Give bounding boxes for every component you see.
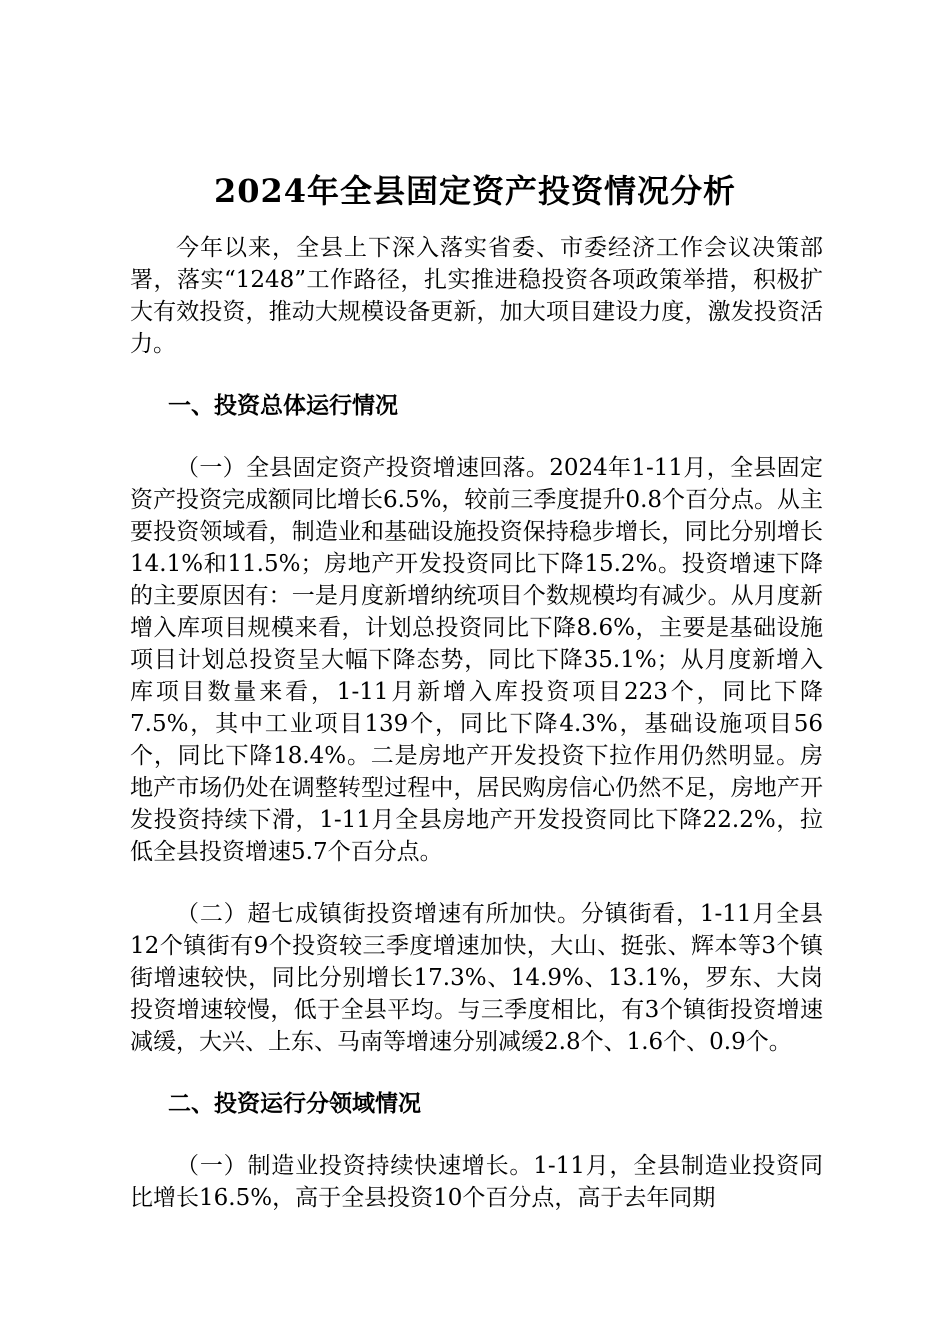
paragraph-town-growth: （二）超七成镇街投资增速有所加快。分镇街看，1-11月全县12个镇街有9个投资较三季度增速加快，大山、挺张、辉本等3个镇街增速较快，同比分别增长17.3%、14.9%、13.1%，罗东、大岗投资增速较慢，低于全县平均。与三季度相比，有3个镇街投资增速减缓，大兴、上东、马南等增速分别减缓2.8个、1.6个、0.9个。 <box>130 901 823 1055</box>
intro-paragraph: 今年以来，全县上下深入落实省委、市委经济工作会议决策部署，落实“1248”工作路径，扎实推进稳投资各项政策举措，积极扩大有效投资，推动大规模设备更新，加大项目建设力度，激发投资活力。 <box>130 235 823 357</box>
document-body <box>130 232 823 1244</box>
paragraph-investment-growth: （一）全县固定资产投资增速回落。2024年1-11月，全县固定资产投资完成额同比增长6.5%，较前三季度提升0.8个百分点。从主要投资领域看，制造业和基础设施投资保持稳步增长，同比分别增长14.1%和11.5%；房地产开发投资同比下降15.2%。投资增速下降的主要原因有：一是月度新增纳统项目个数规模均有减少。从月度新增入库项目规模来看，计划总投资同比下降8.6%，主要是基础设施项目计划总投资呈大幅下降态势，同比下降35.1%；从月度新增入库项目数量来看，1-11月新增入库投资项目223个，同比下降7.5%，其中工业项目139个，同比下降4.3%，基础设施项目56个，同比下降18.4%。二是房地产开发投资下拉作用仍然明显。房地产市场仍处在调整转型过程中，居民购房信心仍然不足，房地产开发投资持续下滑，1-11月全县房地产开发投资同比下降22.2%，拉低全县投资增速5.7个百分点。 <box>130 455 824 865</box>
document-title: 2024年全县固定资产投资情况分析 <box>213 172 737 210</box>
section-heading-overall: 一、投资总体运行情况 <box>168 392 398 419</box>
section-heading-sectors: 二、投资运行分领域情况 <box>168 1090 421 1117</box>
paragraph-manufacturing: （一）制造业投资持续快速增长。1-11月，全县制造业投资同比增长16.5%，高于全县投资10个百分点，高于去年同期 <box>130 1153 823 1211</box>
